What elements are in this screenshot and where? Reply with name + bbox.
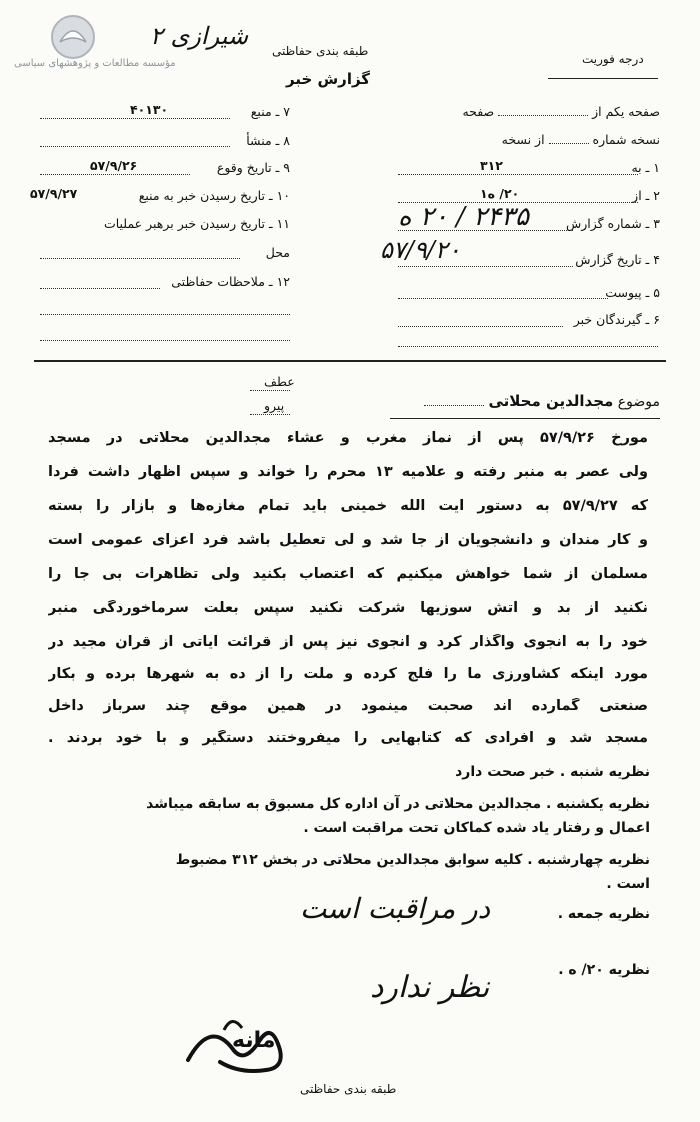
ref-atf: عطف [264,374,295,389]
ref-peyro: پیرو [264,398,285,413]
field-source-received-date-value: ۵۷/۹/۲۷ [30,186,78,201]
subject-line [424,392,660,410]
field-source-received-date: ۱۰ ـ تاریخ رسیدن خبر به منبع [138,188,290,203]
field-source: ۷ ـ منبع [250,104,290,119]
opinion-sunday-cont: اعمال و رفتار یاد شده کماکان تحت مراقبت است . [303,820,650,836]
field-from-value: ۲۰/ ه۱ [480,186,520,201]
opinion-saturday: نظریه شنبه . خبر صحت دارد [455,764,650,780]
field-report-number-value: ۲۴۳۵ / ۲۰ ه [398,202,529,232]
handwritten-no-opinion: نظر ندارد [370,970,490,1005]
field-report-date-value: ۵۷/۹/۲۰ [380,236,461,264]
body-line-2: ولی عصر به منبر رفته و علامیه ۱۳ محرم را خواند و سپس اظهار داشت فردا [48,464,648,480]
field-operations-received-date: ۱۱ ـ تاریخ رسیدن خبر برهبر عملیات [103,216,290,231]
opinion-wednesday: نظریه چهارشنبه . کلیه سوابق مجدالدین محلاتی در بخش ۳۱۲ مضبوط [175,852,650,868]
handwritten-friday-note: در مراقبت است [300,892,491,925]
priority-label: درجه فوریت [582,52,644,66]
classification-top: طبقه بندی حفاظتی [272,44,369,58]
opinion-seventh: نظریه ۲۰/ ه . [558,962,650,978]
opinion-sunday: نظریه یکشنبه . مجدالدین محلاتی در آن اداره کل مسبوق به سابقه میباشد [146,796,650,812]
watermark-text: مؤسسه مطالعات و پژوهشهای سیاسی [14,58,176,69]
classification-bottom: طبقه بندی حفاظتی [300,1082,397,1096]
body-line-7: خود را به انجوی واگذار کرد و انجوی نیز پس از قرائت آیاتی از قرآن مجید در [48,634,648,650]
field-place: محل [265,245,290,260]
field-report-number: ۳ ـ شماره گزارش [565,216,660,231]
field-source-value: ۴۰۱۳۰ [130,102,169,117]
subject-value: مجدالدین محلاتی [488,392,614,410]
field-security-notes: ۱۲ ـ ملاحظات حفاظتی [171,274,290,289]
field-from: ۲ ـ از [632,188,660,203]
field-report-date: ۴ ـ تاریخ گزارش [575,252,660,267]
subject-label: موضوع [617,394,660,410]
watermark-logo [50,14,96,64]
form-title: گزارش خبر [286,70,371,88]
field-occurrence-date: ۹ ـ تاریخ وقوع [216,160,290,175]
field-occurrence-date-value: ۵۷/۹/۲۶ [90,158,138,173]
field-to-value: ۳۱۲ [480,158,503,173]
body-line-4: و کار مندان و دانشجویان از جا شد و لی تعطیل باشد فرد اعزای عمومی است [48,532,648,548]
body-line-3: که ۵۷/۹/۲۷ به دستور آیت الله خمینی باید تمام مغازه‌ها و بازار را بسته [48,498,648,514]
field-origin: ۸ ـ منشأ [246,133,290,148]
field-recipients: ۶ ـ گیرندگان خبر [573,312,660,327]
body-line-5: مسلمان از شما خواهش میکنیم که اعتصاب بکنید ولی تظاهرات بی جا را [48,566,648,582]
body-line-9: صنعتی گمارده اند صحبت مینمود در همین موقع چند سرباز داخل [48,698,648,714]
field-copy: نسخه شماره از نسخه [501,132,660,147]
body-line-6: نکنید از بد و آتش سوزیها شرکت نکنید سپس بعلت سرماخوردگی منبر [48,600,648,616]
handwritten-top: شیرازی ۲ [150,22,249,50]
signature-suffix: مانه [232,1028,276,1053]
field-attachment: ۵ ـ پیوست [605,285,660,300]
header-divider [34,360,666,362]
body-line-10: مسجد شد و افرادی که کتابهایی را میفروختند دستگیر و با خود بردند . [48,730,648,746]
opinion-wednesday-cont: است . [606,876,650,892]
body-line-1: مورخ ۵۷/۹/۲۶ پس از نماز مغرب و عشاء مجدالدین محلاتی در مسجد [48,430,648,446]
body-line-8: مورد اینکه کشاورزی ما را فلج کرده و ملت را از ده به شهرها برده و بکار [48,666,648,682]
field-page: صفحه یکم از صفحه [462,104,660,119]
logo-icon [50,14,96,60]
opinion-friday: نظریه جمعه . [557,906,650,922]
field-to: ۱ ـ به [631,160,660,175]
